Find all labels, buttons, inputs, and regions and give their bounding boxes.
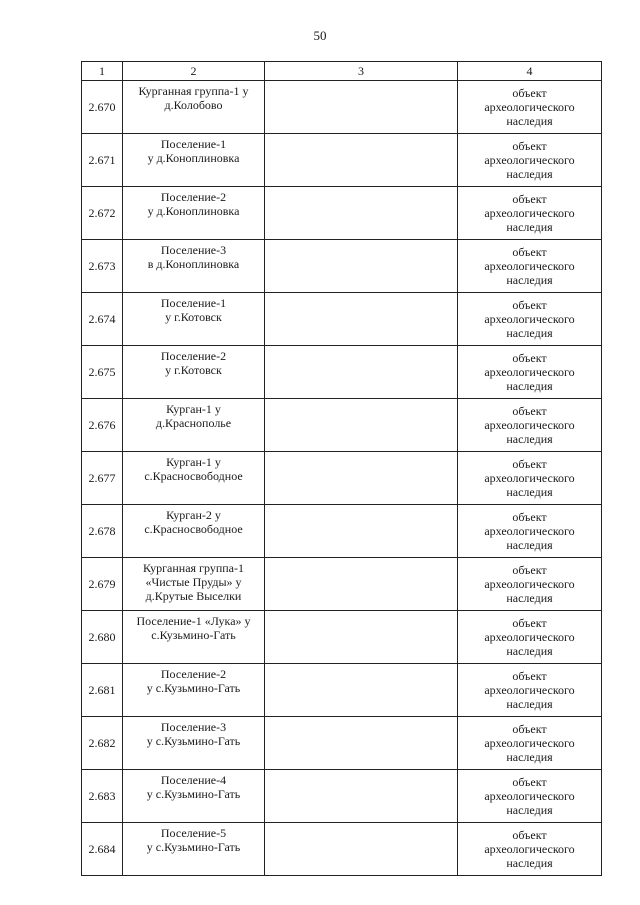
table-row xyxy=(82,558,602,611)
object-name-line: у с.Кузьмино-Гать xyxy=(146,840,241,854)
object-name-cell xyxy=(123,81,265,134)
object-name-line: Поселение-1 «Лука» у xyxy=(136,614,251,628)
category-line: наследия xyxy=(506,485,553,499)
category-line: наследия xyxy=(506,432,553,446)
category-line: археологического xyxy=(484,683,575,697)
object-name-line: с.Красносвободное xyxy=(144,522,243,536)
object-name-line: Поселение-3 xyxy=(160,720,227,734)
column-3-cell xyxy=(265,770,458,823)
row-number-cell: 2.674 xyxy=(82,293,123,346)
column-3-cell xyxy=(265,134,458,187)
object-name-line: Курган-2 у xyxy=(166,508,221,522)
row-number-cell: 2.676 xyxy=(82,399,123,452)
category-line: наследия xyxy=(506,750,553,764)
table-row xyxy=(82,452,602,505)
category-cell xyxy=(458,611,602,664)
row-number-cell: 2.683 xyxy=(82,770,123,823)
category-line: наследия xyxy=(506,326,553,340)
category-cell xyxy=(458,187,602,240)
object-name-line: у д.Коноплиновка xyxy=(147,204,240,218)
object-name-cell xyxy=(123,770,265,823)
object-name-line: с.Красносвободное xyxy=(144,469,243,483)
row-number-cell: 2.673 xyxy=(82,240,123,293)
category-line: археологического xyxy=(484,736,575,750)
column-3-cell xyxy=(265,611,458,664)
row-number-cell: 2.681 xyxy=(82,664,123,717)
column-3-cell xyxy=(265,81,458,134)
category-cell xyxy=(458,558,602,611)
category-line: объект xyxy=(512,669,547,683)
object-name-cell xyxy=(123,558,265,611)
object-name-cell xyxy=(123,399,265,452)
object-name-line: Поселение-3 xyxy=(160,243,227,257)
row-number-cell: 2.675 xyxy=(82,346,123,399)
object-name-line: Поселение-2 xyxy=(160,349,227,363)
object-name-line: у с.Кузьмино-Гать xyxy=(146,681,241,695)
category-line: археологического xyxy=(484,365,575,379)
row-number-cell: 2.672 xyxy=(82,187,123,240)
category-line: наследия xyxy=(506,697,553,711)
object-name-line: у г.Котовск xyxy=(165,363,222,377)
object-name-line: Курган-1 у xyxy=(166,402,221,416)
category-cell xyxy=(458,505,602,558)
object-name-cell xyxy=(123,134,265,187)
column-3-cell xyxy=(265,240,458,293)
row-number-cell: 2.682 xyxy=(82,717,123,770)
category-cell xyxy=(458,823,602,876)
table-row xyxy=(82,823,602,876)
object-name-cell xyxy=(123,240,265,293)
table-row xyxy=(82,81,602,134)
category-line: археологического xyxy=(484,418,575,432)
object-name-line: с.Кузьмино-Гать xyxy=(151,628,236,642)
column-3-cell xyxy=(265,558,458,611)
category-cell xyxy=(458,452,602,505)
column-3-cell xyxy=(265,717,458,770)
category-line: наследия xyxy=(506,644,553,658)
object-name-line: д.Колобово xyxy=(164,98,223,112)
table-row xyxy=(82,664,602,717)
category-line: археологического xyxy=(484,312,575,326)
table-row xyxy=(82,399,602,452)
object-name-cell xyxy=(123,505,265,558)
category-line: археологического xyxy=(484,471,575,485)
object-name-line: Курганная группа-1 у xyxy=(138,84,249,98)
category-line: наследия xyxy=(506,591,553,605)
category-line: наследия xyxy=(506,273,553,287)
category-line: наследия xyxy=(506,379,553,393)
column-header-4: 4 xyxy=(458,62,602,81)
object-name-cell xyxy=(123,293,265,346)
object-name-cell xyxy=(123,346,265,399)
category-cell xyxy=(458,346,602,399)
category-line: объект xyxy=(512,616,547,630)
category-line: археологического xyxy=(484,259,575,273)
category-line: объект xyxy=(512,457,547,471)
table-row xyxy=(82,611,602,664)
object-name-cell xyxy=(123,611,265,664)
column-header-1: 1 xyxy=(82,62,123,81)
category-line: археологического xyxy=(484,842,575,856)
table-row xyxy=(82,346,602,399)
column-3-cell xyxy=(265,187,458,240)
category-line: объект xyxy=(512,510,547,524)
category-line: археологического xyxy=(484,630,575,644)
column-3-cell xyxy=(265,399,458,452)
object-name-line: Поселение-4 xyxy=(160,773,227,787)
column-3-cell xyxy=(265,452,458,505)
column-3-cell xyxy=(265,293,458,346)
object-name-line: Курган-1 у xyxy=(166,455,221,469)
category-cell xyxy=(458,399,602,452)
heritage-registry-table xyxy=(81,61,602,876)
category-line: объект xyxy=(512,404,547,418)
table-row xyxy=(82,717,602,770)
category-line: объект xyxy=(512,828,547,842)
category-line: археологического xyxy=(484,153,575,167)
object-name-line: д.Крутые Выселки xyxy=(145,589,242,603)
row-number-cell: 2.680 xyxy=(82,611,123,664)
category-line: археологического xyxy=(484,789,575,803)
category-line: объект xyxy=(512,351,547,365)
row-number-cell: 2.671 xyxy=(82,134,123,187)
category-line: объект xyxy=(512,245,547,259)
category-cell xyxy=(458,717,602,770)
column-header-2: 2 xyxy=(123,62,265,81)
object-name-line: у г.Котовск xyxy=(165,310,222,324)
category-line: наследия xyxy=(506,114,553,128)
category-line: объект xyxy=(512,722,547,736)
category-line: археологического xyxy=(484,577,575,591)
category-line: объект xyxy=(512,192,547,206)
object-name-line: у с.Кузьмино-Гать xyxy=(146,734,241,748)
object-name-line: Курганная группа-1 xyxy=(143,561,244,575)
category-line: объект xyxy=(512,563,547,577)
table-row xyxy=(82,505,602,558)
table-body xyxy=(82,62,602,876)
category-line: объект xyxy=(512,86,547,100)
table-row xyxy=(82,134,602,187)
object-name-line: Поселение-2 xyxy=(160,667,227,681)
column-3-cell xyxy=(265,346,458,399)
column-3-cell xyxy=(265,823,458,876)
column-3-cell xyxy=(265,664,458,717)
object-name-cell xyxy=(123,664,265,717)
table-row xyxy=(82,293,602,346)
category-line: объект xyxy=(512,298,547,312)
object-name-line: д.Краснополье xyxy=(155,416,232,430)
category-cell xyxy=(458,664,602,717)
category-cell xyxy=(458,770,602,823)
object-name-cell xyxy=(123,823,265,876)
category-line: объект xyxy=(512,139,547,153)
row-number-cell: 2.679 xyxy=(82,558,123,611)
category-line: археологического xyxy=(484,524,575,538)
category-line: наследия xyxy=(506,803,553,817)
category-line: наследия xyxy=(506,220,553,234)
object-name-cell xyxy=(123,187,265,240)
category-cell xyxy=(458,134,602,187)
object-name-cell xyxy=(123,717,265,770)
object-name-line: Поселение-1 xyxy=(160,137,227,151)
table-row xyxy=(82,187,602,240)
category-line: археологического xyxy=(484,206,575,220)
header-row xyxy=(82,62,602,81)
object-name-line: Поселение-2 xyxy=(160,190,227,204)
table-row xyxy=(82,240,602,293)
table-row xyxy=(82,770,602,823)
row-number-cell: 2.670 xyxy=(82,81,123,134)
column-header-3: 3 xyxy=(265,62,458,81)
category-line: наследия xyxy=(506,167,553,181)
object-name-line: Поселение-1 xyxy=(160,296,227,310)
object-name-cell xyxy=(123,452,265,505)
object-name-line: «Чистые Пруды» у xyxy=(145,575,242,589)
category-cell xyxy=(458,293,602,346)
category-cell xyxy=(458,81,602,134)
column-3-cell xyxy=(265,505,458,558)
object-name-line: у д.Коноплиновка xyxy=(147,151,240,165)
page-number: 50 xyxy=(313,28,327,43)
category-line: объект xyxy=(512,775,547,789)
row-number-cell: 2.678 xyxy=(82,505,123,558)
row-number-cell: 2.684 xyxy=(82,823,123,876)
object-name-line: в д.Коноплиновка xyxy=(147,257,240,271)
object-name-line: у с.Кузьмино-Гать xyxy=(146,787,241,801)
object-name-line: Поселение-5 xyxy=(160,826,227,840)
category-line: наследия xyxy=(506,538,553,552)
category-line: наследия xyxy=(506,856,553,870)
row-number-cell: 2.677 xyxy=(82,452,123,505)
category-cell xyxy=(458,240,602,293)
category-line: археологического xyxy=(484,100,575,114)
